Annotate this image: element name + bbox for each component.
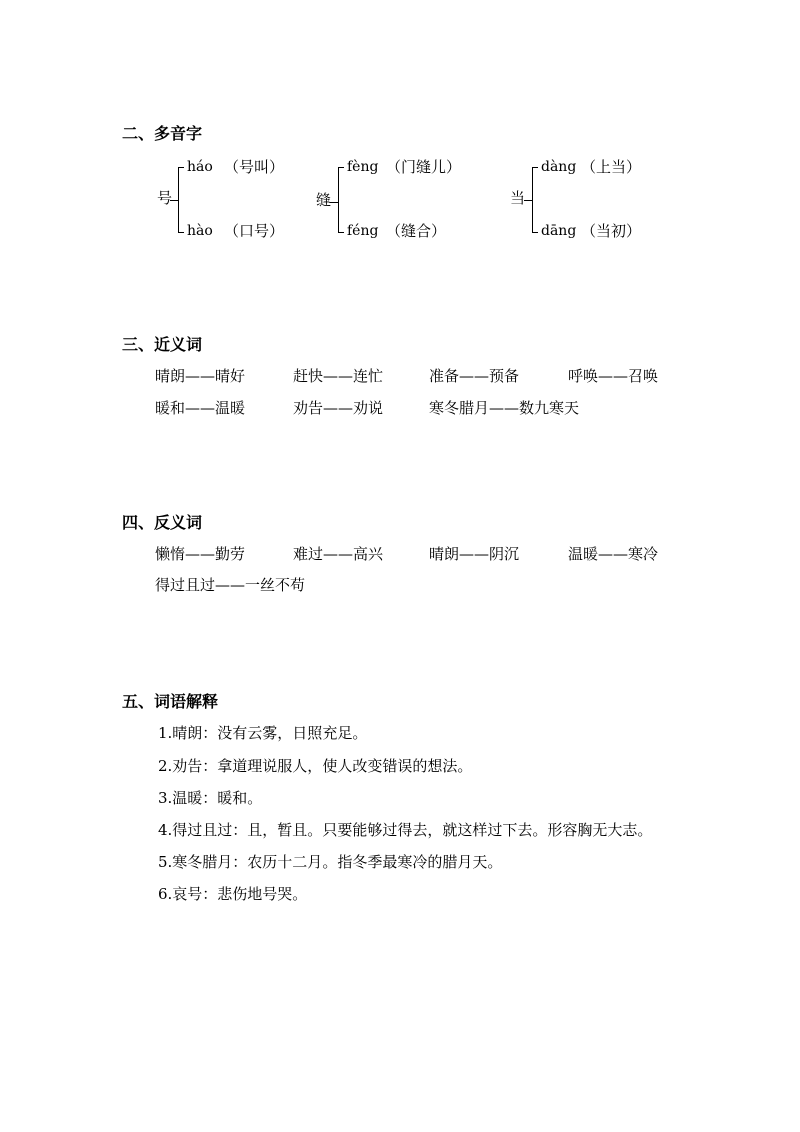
pinyin: fèng — [347, 159, 379, 175]
pinyin: dāng — [541, 223, 577, 239]
word-pair: 赶快——连忙 — [293, 367, 384, 385]
word-pair: 呼唤——召唤 — [568, 367, 659, 385]
definition-item: 3.温暖：暖和。 — [158, 789, 263, 807]
pinyin: háo — [187, 159, 213, 175]
example-word: （缝合） — [386, 222, 447, 240]
bracket-stub — [170, 200, 178, 201]
word-pair: 寒冬腊月——数九寒天 — [429, 399, 580, 417]
polyphonic-char: 缝 — [316, 191, 332, 209]
bracket-line — [532, 167, 538, 233]
definition-item: 5.寒冬腊月：农历十二月。指冬季最寒冷的腊月天。 — [158, 853, 503, 871]
word-pair: 劝告——劝说 — [293, 399, 384, 417]
polyphonic-heading: 二、多音字 — [122, 124, 203, 143]
definition-item: 1.晴朗：没有云雾，日照充足。 — [158, 724, 368, 742]
polyphonic-char: 当 — [510, 189, 526, 207]
bracket-line — [178, 167, 184, 233]
word-pair: 难过——高兴 — [293, 545, 384, 563]
bracket-stub — [330, 202, 338, 203]
polyphonic-char: 号 — [157, 189, 173, 207]
bracket-line — [338, 167, 344, 233]
word-pair: 晴朗——晴好 — [155, 367, 246, 385]
pinyin: dàng — [541, 159, 577, 175]
example-word: （门缝儿） — [386, 158, 462, 176]
definition-item: 6.哀号：悲伤地号哭。 — [158, 885, 308, 903]
word-pair: 准备——预备 — [429, 367, 520, 385]
definition-item: 4.得过且过：且，暂且。只要能够过得去，就这样过下去。形容胸无大志。 — [158, 821, 653, 839]
definitions-heading: 五、词语解释 — [122, 692, 219, 711]
pinyin: hào — [187, 223, 213, 239]
word-pair: 暖和——温暖 — [155, 399, 246, 417]
pinyin: féng — [347, 223, 379, 239]
synonyms-heading: 三、近义词 — [122, 335, 203, 354]
example-word: （当初） — [581, 222, 642, 240]
word-pair: 得过且过——一丝不苟 — [155, 576, 306, 594]
example-word: （口号） — [224, 222, 285, 240]
definition-item: 2.劝告：拿道理说服人，使人改变错误的想法。 — [158, 757, 473, 775]
example-word: （号叫） — [224, 158, 285, 176]
example-word: （上当） — [581, 158, 642, 176]
word-pair: 懒惰——勤劳 — [155, 545, 246, 563]
word-pair: 晴朗——阴沉 — [429, 545, 520, 563]
antonyms-heading: 四、反义词 — [122, 513, 203, 532]
word-pair: 温暖——寒冷 — [568, 545, 659, 563]
bracket-stub — [524, 200, 532, 201]
